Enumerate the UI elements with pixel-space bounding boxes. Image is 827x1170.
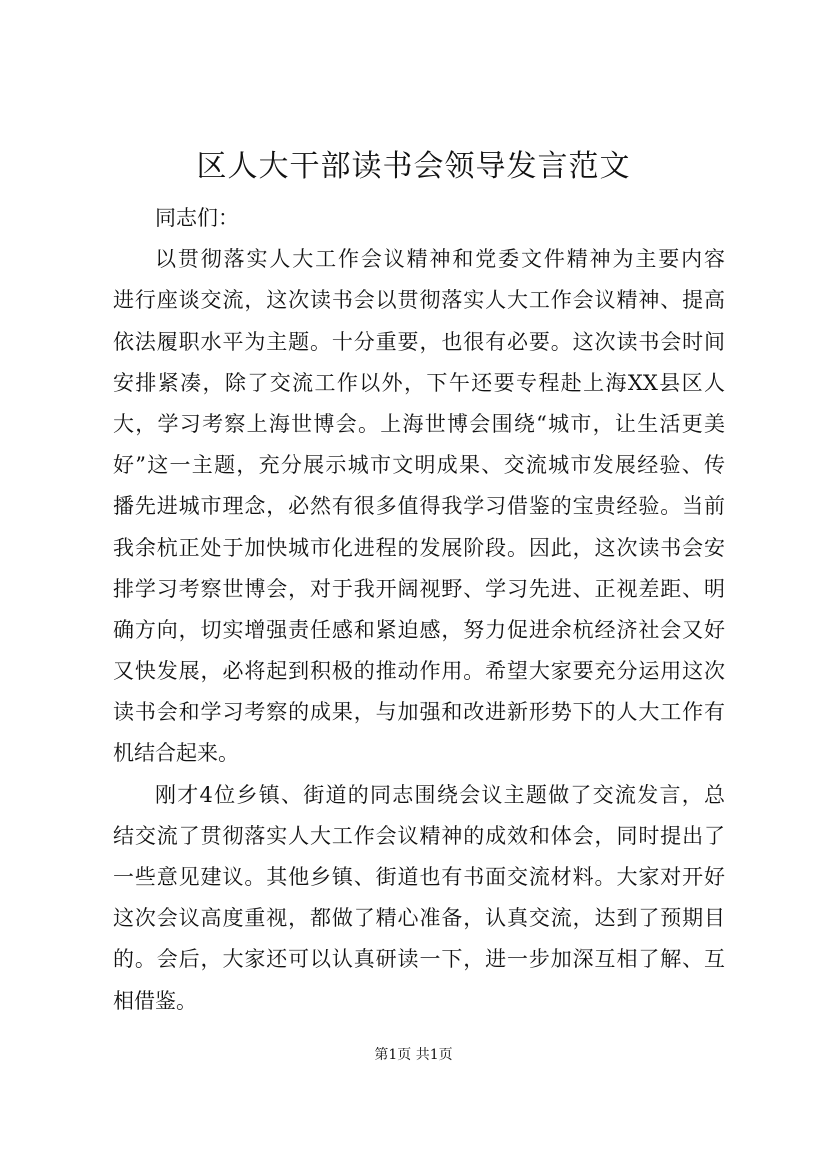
- paragraph-line: 相借鉴。: [113, 988, 197, 1013]
- paragraph-2: [113, 775, 725, 1022]
- document-body: [113, 198, 725, 1022]
- paragraph-line: 播先进城市理念，必然有很多值得我学习借鉴的宝贵经验。当前: [113, 494, 725, 519]
- paragraph-line: 的。会后，大家还可以认真研读一下，进一步加深互相了解、互: [113, 947, 725, 972]
- paragraph-line: 这次会议高度重视，都做了精心准备，认真交流，达到了预期目: [113, 906, 725, 931]
- paragraph-line: 刚才4位乡镇、街道的同志围绕会议主题做了交流发言，总: [155, 782, 725, 807]
- paragraph-line: 进行座谈交流，这次读书会以贯彻落实人大工作会议精神、提高: [113, 288, 725, 313]
- paragraph-line: 读书会和学习考察的成果，与加强和改进新形势下的人大工作有: [113, 700, 725, 725]
- paragraph-line: 大，学习考察上海世博会。上海世博会围绕“城市，让生活更美: [113, 411, 725, 436]
- paragraph-line: 安排紧凑，除了交流工作以外，下午还要专程赴上海XX县区人: [113, 370, 725, 395]
- paragraph-line: 以贯彻落实人大工作会议精神和党委文件精神为主要内容: [155, 247, 725, 272]
- page-number-footer: 第1页 共1页: [374, 1047, 453, 1063]
- paragraph-line: 又快发展，必将起到积极的推动作用。希望大家要充分运用这次: [113, 659, 725, 684]
- paragraph-line: 排学习考察世博会，对于我开阔视野、学习先进、正视差距、明: [113, 576, 725, 601]
- paragraph-line: 结交流了贯彻落实人大工作会议精神的成效和体会，同时提出了: [113, 823, 725, 848]
- paragraph-line: 确方向，切实增强责任感和紧迫感，努力促进余杭经济社会又好: [113, 617, 725, 642]
- paragraph-line: 依法履职水平为主题。十分重要，也很有必要。这次读书会时间: [113, 329, 725, 354]
- paragraph-1: [113, 239, 725, 774]
- document-title: 区人大干部读书会领导发言范文: [196, 149, 631, 184]
- paragraph-line: 好”这一主题，充分展示城市文明成果、交流城市发展经验、传: [113, 453, 725, 478]
- paragraph-line: 一些意见建议。其他乡镇、街道也有书面交流材料。大家对开好: [113, 865, 725, 889]
- salutation: 同志们：: [155, 206, 239, 230]
- paragraph-line: 机结合起来。: [113, 741, 239, 766]
- paragraph-line: 我余杭正处于加快城市化进程的发展阶段。因此，这次读书会安: [113, 535, 725, 560]
